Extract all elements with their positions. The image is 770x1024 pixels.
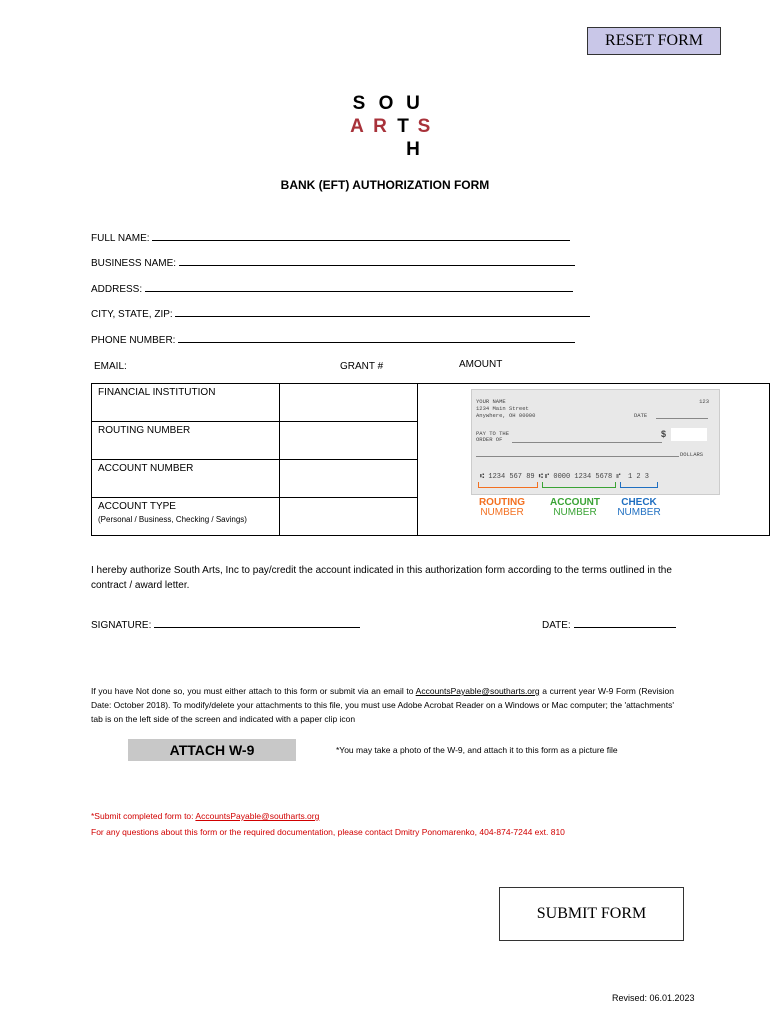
logo-letter: S <box>352 93 367 114</box>
business-name-label: BUSINESS NAME: <box>91 258 177 269</box>
logo-letter: H <box>406 139 421 160</box>
city-state-zip-input[interactable] <box>175 316 590 317</box>
date-input[interactable] <box>574 627 676 628</box>
check-address-2: Anywhere, OH 00000 <box>476 412 536 419</box>
legend-subtitle: NUMBER <box>480 507 524 518</box>
routing-number-label: ROUTING NUMBER <box>92 422 280 460</box>
logo-letter: O <box>378 93 395 114</box>
check-routing-digits: ⑆ 1234 567 89 ⑆ <box>480 473 544 481</box>
check-date-label: DATE <box>634 412 648 419</box>
address-input[interactable] <box>145 291 573 292</box>
submit-note-text: *Submit completed form to: <box>91 811 196 821</box>
check-dollars-label: DOLLARS <box>680 451 704 458</box>
account-type-input[interactable] <box>279 498 418 536</box>
accounts-payable-email-link[interactable]: AccountsPayable@southarts.org <box>415 686 540 696</box>
grant-label: GRANT # <box>340 361 384 372</box>
signature-row <box>91 620 360 631</box>
business-name-input[interactable] <box>179 265 575 266</box>
check-order-label: ORDER OF <box>476 436 503 443</box>
legend-subtitle: NUMBER <box>553 507 597 518</box>
phone-input[interactable] <box>178 342 575 343</box>
instructions-text-cont: a current year W-9 Form (Revision Date: October 2018). To modify/delete your attachments to this file, you must use Adobe Acrobat Reader on a Windows or Mac computer; the 'attachments' tab is on the left side of the screen and indicated with a paper clip icon <box>91 686 674 724</box>
form-title: BANK (EFT) AUTHORIZATION FORM <box>280 178 490 192</box>
check-address-1: 1234 Main Street <box>476 405 529 412</box>
reset-form-button[interactable]: RESET FORM <box>587 27 721 55</box>
financial-institution-input[interactable] <box>279 384 418 422</box>
sample-check-image: YOUR NAME 1234 Main Street Anywhere, OH 00000 123 DATE PAY TO THE ORDER OF $ DOLLARS ⑆ 1234 567 89 ⑆ ⑈ 0000 1234 5678 ⑈ 1 2 3 <box>471 389 720 495</box>
account-type-cell <box>92 498 280 536</box>
email-label: EMAIL: <box>94 361 127 372</box>
authorization-text: I hereby authorize South Arts, Inc to pay/credit the account indicated in this authorization form according to the terms outlined in the contract / award letter. <box>91 565 672 591</box>
routing-number-input[interactable] <box>279 422 418 460</box>
photo-note: *You may take a photo of the W-9, and attach it to this form as a picture file <box>336 745 618 755</box>
south-arts-logo <box>346 93 436 162</box>
check-pay-label: PAY TO THE <box>476 430 510 437</box>
check-number-legend <box>614 498 664 518</box>
signature-label: SIGNATURE: <box>91 620 152 631</box>
amount-label: AMOUNT <box>459 359 503 370</box>
account-type-hint: (Personal / Business, Checking / Savings) <box>98 515 247 524</box>
phone-row <box>91 335 575 346</box>
legend-subtitle: NUMBER <box>617 507 661 518</box>
date-label: DATE: <box>542 620 571 631</box>
account-number-input[interactable] <box>279 460 418 498</box>
account-number-legend <box>546 498 604 518</box>
city-row <box>91 309 590 320</box>
full-name-input[interactable] <box>152 240 570 241</box>
date-row <box>542 620 676 631</box>
submit-email-link[interactable]: AccountsPayable@southarts.org <box>195 811 320 821</box>
check-account-digits: ⑈ 0000 1234 5678 ⑈ <box>545 473 621 481</box>
logo-letter: A <box>350 116 365 137</box>
w9-instructions <box>91 684 674 726</box>
business-name-row <box>91 258 575 269</box>
logo-letter: U <box>406 93 421 114</box>
check-num: 123 <box>699 398 709 405</box>
revision-date: Revised: 06.01.2023 <box>612 993 695 1003</box>
legend-title: ROUTING <box>478 497 526 508</box>
address-label: ADDRESS: <box>91 284 143 295</box>
address-row <box>91 284 573 295</box>
instructions-text: If you have Not done so, you must either attach to this form or submit via an email to <box>91 686 416 696</box>
logo-letter: T <box>397 116 410 137</box>
check-name: YOUR NAME <box>476 398 506 405</box>
signature-input[interactable] <box>154 627 360 628</box>
financial-institution-label: FINANCIAL INSTITUTION <box>92 384 280 422</box>
logo-letter: S <box>417 116 432 137</box>
questions-contact: For any questions about this form or the required documentation, please contact Dmitry Ponomarenko, 404-874-7244 ext. 810 <box>91 827 565 837</box>
full-name-label: FULL NAME: <box>91 233 150 244</box>
account-number-label: ACCOUNT NUMBER <box>92 460 280 498</box>
logo-letter: R <box>373 116 388 137</box>
submit-form-button[interactable]: SUBMIT FORM <box>499 887 684 941</box>
check-check-digits: 1 2 3 <box>628 473 650 481</box>
account-type-label: ACCOUNT TYPE <box>98 501 176 512</box>
attach-w9-button[interactable]: ATTACH W-9 <box>128 739 296 761</box>
city-state-zip-label: CITY, STATE, ZIP: <box>91 309 173 320</box>
legend-title: ACCOUNT <box>550 497 600 508</box>
routing-number-legend <box>474 498 530 518</box>
full-name-row <box>91 233 570 244</box>
submit-note <box>91 809 319 823</box>
legend-title: CHECK <box>621 497 657 508</box>
phone-label: PHONE NUMBER: <box>91 335 176 346</box>
